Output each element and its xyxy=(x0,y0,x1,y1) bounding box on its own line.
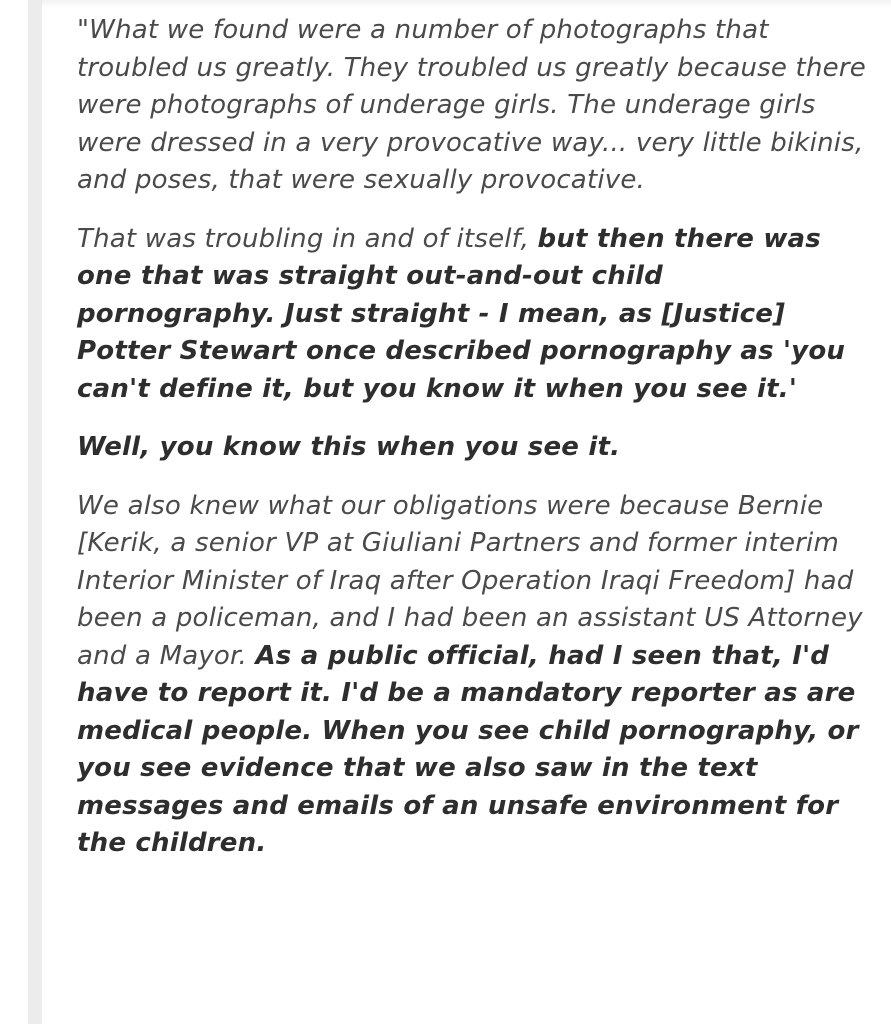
paragraph-1-text: "What we found were a number of photographs that troubled us greatly. They troubled us greatly because there were photographs of underage girls. The underage girls were dressed in a very provocative way... very little bikinis, and poses, that were sexually provocative. xyxy=(77,15,866,195)
blockquote-rule xyxy=(28,0,42,1024)
paragraph-3 xyxy=(77,429,867,467)
paragraph-4-bold-text: As a public official, had I seen that, I'd have to report it. I'd be a mandatory reporter as are medical people. When you see child pornography, or you see evidence that we also saw in the text messages and emails of an unsafe environment for the children. xyxy=(77,640,859,858)
top-shadow xyxy=(42,0,891,8)
paragraph-2 xyxy=(77,221,867,409)
paragraph-4 xyxy=(77,488,867,863)
paragraph-2-plain-text: That was troubling in and of itself, xyxy=(77,223,538,254)
paragraph-4-plain-text: We also knew what our obligations were because Bernie [Kerik, a senior VP at Giuliani Partners and former interim Interior Minister of Iraq after Operation Iraqi Freedom] had been a policeman, and I had been an assistant US Attorney and a Mayor. xyxy=(77,490,863,671)
blockquote xyxy=(77,12,867,884)
paragraph-2-bold-text: but then there was one that was straight out-and-out child pornography. Just straight - I mean, as [Justice] Potter Stewart once described pornography as 'you can't define it, but you know it when you see it.' xyxy=(77,223,846,404)
paragraph-1 xyxy=(77,12,867,200)
paragraph-3-bold-text: Well, you know this when you see it. xyxy=(77,432,621,462)
